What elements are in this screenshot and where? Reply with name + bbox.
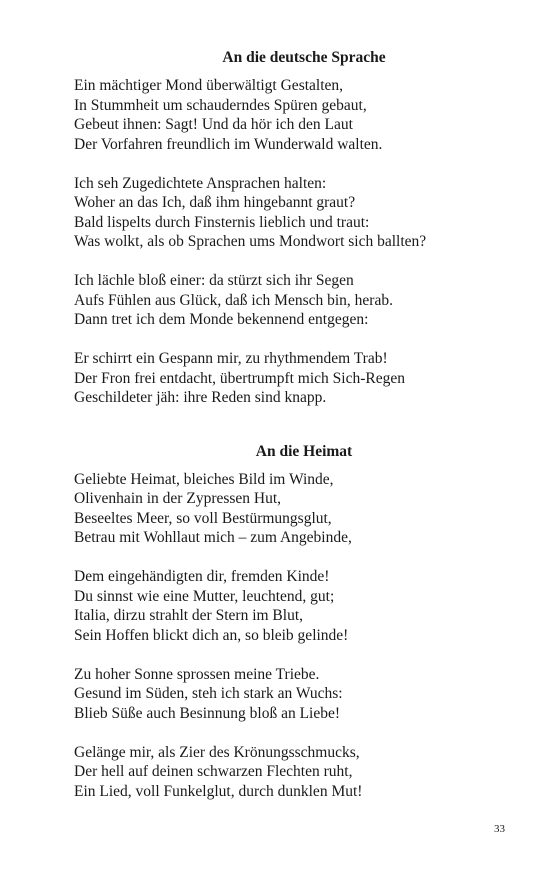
verse-line: Zu hoher Sonne sprossen meine Triebe. [74,665,320,683]
verse-line: Ich lächle bloß einer: da stürzt sich ihr Segen [74,272,354,289]
page-number: 33 [494,823,505,835]
verse-line: Du sinnst wie eine Mutter, leuchtend, gut; [74,587,335,605]
verse-line: Woher an das Ich, daß ihm hingebannt graut? [74,194,356,211]
verse-line: Geschildeter jäh: ihre Reden sind knapp. [74,389,327,406]
verse-line: Betrau mit Wohllaut mich – zum Angebinde, [74,529,352,546]
verse-line: Ein mächtiger Mond überwältigt Gestalten, [74,77,344,94]
verse-line: Der hell auf deinen schwarzen Flechten ruht, [74,763,353,780]
poem-title: An die Heimat [255,442,353,460]
stanza [74,349,514,408]
poem-body [74,470,514,802]
verse-line: Olivenhain in der Zypressen Hut, [74,490,282,507]
stanza [74,271,514,330]
stanza [74,470,514,548]
verse-line: Ich seh Zugedichtete Ansprachen halten: [74,174,327,192]
verse-line: Geliebte Heimat, bleiches Bild im Winde, [74,470,334,488]
stanza [74,174,514,252]
poem-title: An die deutsche Sprache [222,49,386,66]
verse-line: Dem eingehändigten dir, fremden Kinde! [74,568,330,585]
verse-line: Aufs Fühlen aus Glück, daß ich Mensch bin, herab. [74,291,393,309]
poem-body [74,76,514,408]
verse-line: Was wolkt, als ob Sprachen ums Mondwort sich ballten? [74,233,427,250]
verse-line: Der Vorfahren freundlich im Wunderwald walten. [74,135,383,153]
verse-line: Ein Lied, voll Funkelglut, durch dunklen Mut! [74,782,363,800]
verse-line: Er schirrt ein Gespann mir, zu rhythmendem Trab! [74,350,388,367]
verse-line: Der Fron frei entdacht, übertrumpft mich Sich-Regen [74,369,405,387]
verse-line: Gebeut ihnen: Sagt! Und da hör ich den Laut [74,116,353,133]
verse-line: Gelänge mir, als Zier des Krönungsschmucks, [74,743,360,761]
verse-line: Beseeltes Meer, so voll Bestürmungsglut, [74,509,332,527]
verse-line: Dann tret ich dem Monde bekennend entgegen: [74,311,369,328]
verse-line: Blieb Süße auch Besinnung bloß an Liebe! [74,704,341,722]
verse-line: Bald lispelts durch Finsternis lieblich und traut: [74,213,370,231]
stanza [74,76,514,154]
book-page [74,48,514,801]
verse-line: Gesund im Süden, steh ich stark an Wuchs: [74,685,343,702]
verse-line: In Stummheit um schauderndes Spüren gebaut, [74,96,367,114]
stanza [74,567,514,645]
verse-line: Sein Hoffen blickt dich an, so bleib gelinde! [74,626,349,644]
stanza [74,743,514,802]
stanza [74,665,514,724]
verse-line: Italia, dirzu strahlt der Stern im Blut, [74,607,304,624]
